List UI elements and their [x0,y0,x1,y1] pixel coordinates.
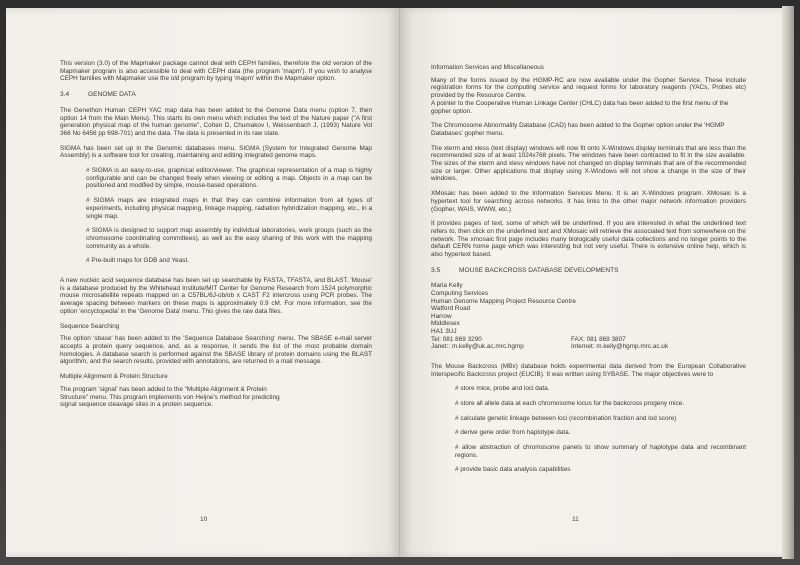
paragraph: XMosaic has been added to the Information Services Menu. It is an X-Windows program. XMosaic is a hypertext tool for searching across networks. It has links to the other major network information providers (Gopher, WAIS, WWW, etc.) [431,190,746,213]
paragraph: The Genethon Human CEPH YAC map data has been added to the Genome Data menu (option 7, then option 14 from the Main Menu). This starts its own menu which includes the text of the Nature paper ("A first generation physical map of the human genome", Cohen D, Chumakov I, Weissenbach J, (1993) Nature Vol 366 No 6456 pp 698-701) and the data. The data is presented in its raw state. [60,106,372,137]
paragraph: The Mouse Backcross (MBx) database holds experimental data derived from the European Collaborative Interspecific Backcross project (EUCIB). It was written using SYBASE. The major objectives were to [431,362,746,378]
left-page-content [60,60,372,416]
bullet-item: # SIGMA is an easy-to-use, graphical editor/viewer. The graphical representation of a map is highly configurable and can be changed freely when viewing or editing a map. Objects in a map can be positioned and modified by simple, mouse-based operations. [86,167,372,190]
section-number: 3.4 [60,91,70,99]
paragraph: SIGMA has been set up in the Genomic databases menu. SIGMA (System for Integrated Genome Map Assembly) is a software tool for creating, maintaining and editing integrated genome maps. [60,144,372,160]
address-line: Harrow [431,312,452,320]
address-line: Human Genome Mapping Project Resource Centre [431,297,576,305]
fax: FAX: 081 869 3807 [571,335,626,343]
telephone: Tel: 081 869 3290 [431,335,482,343]
address-line: Maria Kelly [431,282,463,290]
subheading: Multiple Alignment & Protein Structure [60,373,168,381]
bullet-item: # store all allele data at each chromosome locus for the backcross progeny mice. [455,399,685,407]
bullet-item: # SIGMA maps are integrated maps in that they can combine information from all types of experiments, including physical mapping, linkage mapping, radiation hybridization mapping, etc., in a single map. [86,197,372,220]
subheading: Sequence Searching [60,322,120,330]
paragraph: It provides pages of text, some of which will be underlined. If you are interested in what the underlined text refers to, then click on the underlined text and XMosaic will retrieve the associated text from somewhere on the network. The xmosaic first page includes many biologically useful data collections and no longer points to the default CERN home page which was interesting but not very useful. There is extensive online help, which is also hypertext based. [431,220,746,259]
subheading: Information Services and Miscellaneous [431,64,544,71]
address-line: Middlesex [431,320,460,328]
internet-address: Internet: m.kelly@hgmp.mrc.ac.uk [571,343,669,351]
email-row [431,343,746,351]
right-page [400,8,782,557]
section-number: 3.5 [431,266,441,274]
bullet-item: # allow abstraction of chromosome panels to show summary of haplotype data and recombinant regions. [455,444,746,459]
paragraph-text: Many of the forms issued by the HGMP-RC are now available under the Gopher Service. These include registration forms for the computing service and request forms for laboratory reagents (YACs, Probes etc) provided by the Resource Centre. [431,76,746,100]
section-title: GENOME DATA [88,91,136,99]
phone-row [431,336,746,344]
paragraph: The xterm and xless (text display) windows will now fit onto X-Windows display terminals that are less than the recommended size of at least 1024x768 pixels. The windows have been contracted to fit in the size available. The sizes of the xterm and xless windows have not changed on display terminals that are of the recommended size or larger. Other applications that display using X-Windows will not show a change in the size of their windows. [431,144,746,183]
left-page [6,8,400,557]
bullet-item: # derive gene order from haplotype data. [455,429,571,437]
section-title: MOUSE BACKCROSS DATABASE DEVELOPMENTS [459,266,619,274]
paragraph: The option 'sbase' has been added to the 'Sequence Database Searching' menu. The SBASE e-mail server accepts a protein query sequence, and, as a response, it sends the list of the most probable domain homologies. A database search is performed against the SBASE library of protein domains using the BLAST algorithm, and the search results, provided with annotations, are returned in a mail message. [60,335,372,366]
paragraph: A pointer to the Cooperative Human Linkage Center (CHLC) data has been added to the first menu of the gopher option. [431,99,729,115]
bullet-item: # Pre-built maps for GDB and Yeast. [86,257,190,265]
section-heading-3-4 [60,91,372,99]
section-heading-3-5 [431,267,746,275]
address-line: Watford Road [431,305,471,313]
page-number: 10 [200,516,208,523]
bullet-item: # calculate genetic linkage between loci (recombination fraction and lod score) [455,414,677,422]
address-line: Computing Services [431,290,489,298]
contact-address [431,282,746,350]
page-number: 11 [572,516,579,523]
bullet-item: # SIGMA is designed to support map assembly by individual laboratories, work groups (such as the chromosome coordinating committees), as well as the easy sharing of this work with the mapping community as a whole. [86,227,372,250]
paragraph: A new nucleic acid sequence database has been set up searchable by FASTA, TFASTA, and BLAST. 'Mouse' is a database produced by the Whitehead Institute/MIT Center for Genome Research from 1524 polymorphic mouse microsatellite repeats mapped on a C57BL/6J-ob/ob x CAST F2 intercross using PCR probes. The average spacing between markers on these maps is approximately 0.9 cM. For more information, see the option 'encyclopedia' in the 'Genome Data' menu. This gives the raw data files. [60,277,372,315]
paragraph: The program 'signal' has been added to the "Multiple Alignment & Protein Structure" menu. This program implements von Heijne's method for predicting signal sequence cleavage sites in a protein sequence. [60,385,280,409]
intro-paragraph: This version (3.0) of the Mapmaker package cannot deal with CEPH families, therefore the old version of the Mapmaker program is also accessible to deal with CEPH data (the program 'mapm'). If you wish to analyse CEPH families with Mapmaker use the old program by typing 'mapm' within the Mapmaker option. [60,60,372,83]
right-page-content [431,64,746,481]
bullet-item: # provide basic data analysis capabilities [455,466,571,474]
address-line: HA1 3UJ [431,328,457,336]
page-edge [782,6,794,559]
paragraph: The Chromosome Abnormality Database (CAD) has been added to the Gopher option under the 'HGMP Databases' gopher menu. [431,122,725,137]
janet-address: Janet:: m.kelly@uk.ac.mrc.hgmp [431,343,524,351]
bullet-item: # store mice, probe and loci data. [455,385,550,393]
paragraph [431,77,746,100]
